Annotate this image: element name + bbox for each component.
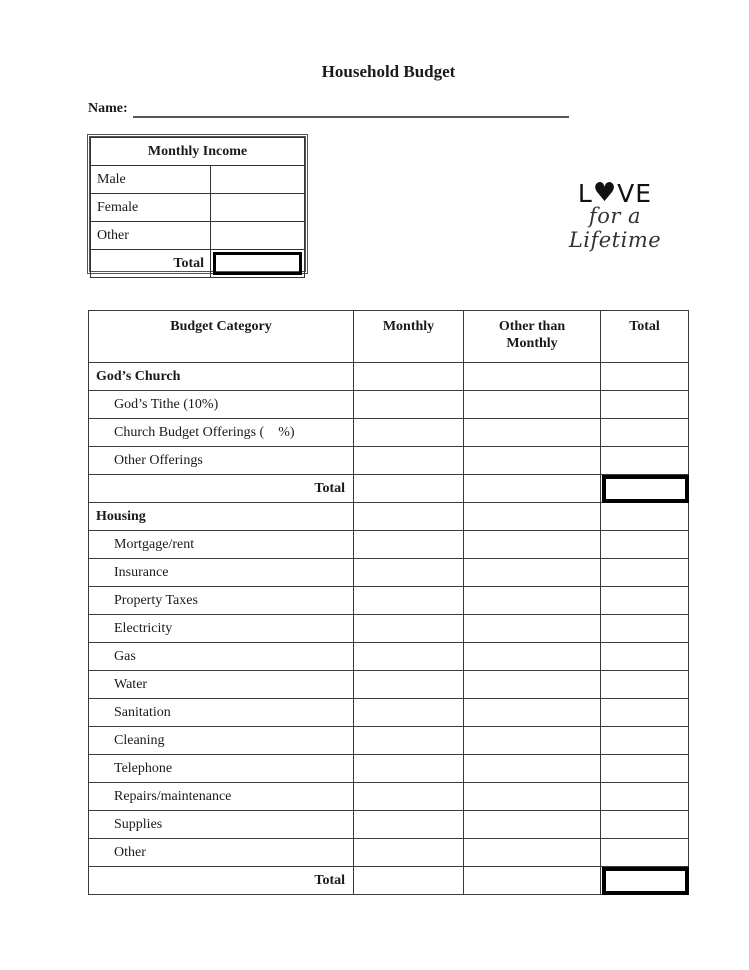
- monthly-income-table: [87, 134, 308, 274]
- monthly-cell[interactable]: [354, 419, 464, 447]
- income-total-cell[interactable]: [211, 250, 305, 278]
- total-cell[interactable]: [601, 811, 689, 839]
- income-row-total: [91, 250, 305, 278]
- total-cell[interactable]: [601, 531, 689, 559]
- income-row-male: [91, 166, 305, 194]
- table-row: [89, 727, 689, 755]
- income-label: Female: [91, 194, 211, 222]
- logo-letters-ve: VE: [617, 179, 653, 208]
- monthly-cell[interactable]: [354, 783, 464, 811]
- logo-letter-l: L: [577, 179, 593, 208]
- monthly-cell[interactable]: [354, 755, 464, 783]
- total-cell[interactable]: [601, 671, 689, 699]
- category-label: Church Budget Offerings ( %): [89, 419, 354, 447]
- total-cell[interactable]: [601, 447, 689, 475]
- table-row: [89, 447, 689, 475]
- category-label: Sanitation: [89, 699, 354, 727]
- other-cell[interactable]: [464, 531, 601, 559]
- budget-header-row: [89, 311, 689, 363]
- column-header-category: Budget Category: [89, 311, 354, 363]
- section-total-cell[interactable]: [601, 867, 689, 895]
- table-row: [89, 671, 689, 699]
- monthly-cell[interactable]: [354, 559, 464, 587]
- section-total-row: [89, 475, 689, 503]
- other-cell[interactable]: [464, 419, 601, 447]
- other-cell[interactable]: [464, 447, 601, 475]
- other-cell[interactable]: [464, 839, 601, 867]
- table-row: [89, 587, 689, 615]
- page-title: Household Budget: [321, 62, 456, 81]
- table-row: [89, 531, 689, 559]
- table-row: [89, 615, 689, 643]
- other-cell[interactable]: [464, 867, 601, 895]
- table-row: [89, 419, 689, 447]
- monthly-cell[interactable]: [354, 811, 464, 839]
- monthly-cell[interactable]: [354, 475, 464, 503]
- other-cell[interactable]: [464, 755, 601, 783]
- monthly-cell[interactable]: [354, 699, 464, 727]
- other-cell[interactable]: [464, 615, 601, 643]
- column-header-line2: Monthly: [506, 336, 558, 351]
- income-total-box[interactable]: [213, 252, 302, 275]
- total-cell[interactable]: [601, 363, 689, 391]
- column-header-other-than-monthly: [464, 311, 601, 363]
- other-cell[interactable]: [464, 643, 601, 671]
- other-cell[interactable]: [464, 783, 601, 811]
- monthly-cell[interactable]: [354, 531, 464, 559]
- total-box[interactable]: [602, 867, 689, 895]
- other-cell[interactable]: [464, 475, 601, 503]
- category-label: Supplies: [89, 811, 354, 839]
- logo-tagline: for a Lifetime: [568, 204, 662, 252]
- table-row: [89, 643, 689, 671]
- total-cell[interactable]: [601, 783, 689, 811]
- name-field[interactable]: [133, 116, 569, 118]
- monthly-cell[interactable]: [354, 587, 464, 615]
- other-cell[interactable]: [464, 587, 601, 615]
- total-cell[interactable]: [601, 391, 689, 419]
- section-row-gods-church: [89, 363, 689, 391]
- category-label: Cleaning: [89, 727, 354, 755]
- total-cell[interactable]: [601, 559, 689, 587]
- table-row: [89, 755, 689, 783]
- total-cell[interactable]: [601, 615, 689, 643]
- monthly-cell[interactable]: [354, 447, 464, 475]
- table-row: [89, 559, 689, 587]
- category-label: Insurance: [89, 559, 354, 587]
- total-cell[interactable]: [601, 419, 689, 447]
- income-label: Other: [91, 222, 211, 250]
- monthly-cell[interactable]: [354, 363, 464, 391]
- monthly-cell[interactable]: [354, 727, 464, 755]
- total-cell[interactable]: [601, 643, 689, 671]
- income-row-female: [91, 194, 305, 222]
- section-total-label: Total: [89, 867, 354, 895]
- other-cell[interactable]: [464, 811, 601, 839]
- section-title: Housing: [89, 503, 354, 531]
- category-label: Electricity: [89, 615, 354, 643]
- income-header: Monthly Income: [91, 138, 305, 166]
- other-cell[interactable]: [464, 559, 601, 587]
- table-row: [89, 839, 689, 867]
- other-cell[interactable]: [464, 363, 601, 391]
- other-cell[interactable]: [464, 391, 601, 419]
- section-total-row: [89, 867, 689, 895]
- income-value-cell[interactable]: [211, 222, 305, 250]
- category-label: Property Taxes: [89, 587, 354, 615]
- category-label: God’s Tithe (10%): [89, 391, 354, 419]
- section-total-label: Total: [89, 475, 354, 503]
- category-label: Telephone: [89, 755, 354, 783]
- total-cell[interactable]: [601, 587, 689, 615]
- name-label: Name:: [88, 101, 128, 116]
- other-cell[interactable]: [464, 671, 601, 699]
- section-total-cell[interactable]: [601, 475, 689, 503]
- category-label: Repairs/maintenance: [89, 783, 354, 811]
- monthly-cell[interactable]: [354, 671, 464, 699]
- monthly-cell[interactable]: [354, 839, 464, 867]
- monthly-cell[interactable]: [354, 643, 464, 671]
- total-cell[interactable]: [601, 727, 689, 755]
- table-row: [89, 391, 689, 419]
- monthly-cell[interactable]: [354, 503, 464, 531]
- monthly-cell[interactable]: [354, 391, 464, 419]
- section-row-housing: [89, 503, 689, 531]
- table-row: [89, 699, 689, 727]
- budget-table: [88, 310, 689, 895]
- income-value-cell[interactable]: [211, 166, 305, 194]
- other-cell[interactable]: [464, 503, 601, 531]
- income-row-other: [91, 222, 305, 250]
- column-header-line1: Other than: [498, 319, 566, 334]
- category-label: Other Offerings: [89, 447, 354, 475]
- heart-icon: ♥: [592, 178, 618, 208]
- total-cell[interactable]: [601, 503, 689, 531]
- column-header-total: Total: [601, 311, 689, 363]
- monthly-cell[interactable]: [354, 615, 464, 643]
- income-value-cell[interactable]: [211, 194, 305, 222]
- logo-love-text: [540, 178, 690, 208]
- category-label: Water: [89, 671, 354, 699]
- category-label: Other: [89, 839, 354, 867]
- category-label: Gas: [89, 643, 354, 671]
- total-cell[interactable]: [601, 755, 689, 783]
- column-header-monthly: Monthly: [354, 311, 464, 363]
- other-cell[interactable]: [464, 727, 601, 755]
- income-total-label: Total: [91, 250, 211, 278]
- table-row: [89, 783, 689, 811]
- love-for-a-lifetime-logo: [540, 178, 690, 252]
- table-row: [89, 811, 689, 839]
- income-label: Male: [91, 166, 211, 194]
- total-cell[interactable]: [601, 699, 689, 727]
- total-cell[interactable]: [601, 839, 689, 867]
- other-cell[interactable]: [464, 699, 601, 727]
- monthly-cell[interactable]: [354, 867, 464, 895]
- section-title: God’s Church: [89, 363, 354, 391]
- category-label: Mortgage/rent: [89, 531, 354, 559]
- total-box[interactable]: [602, 475, 689, 503]
